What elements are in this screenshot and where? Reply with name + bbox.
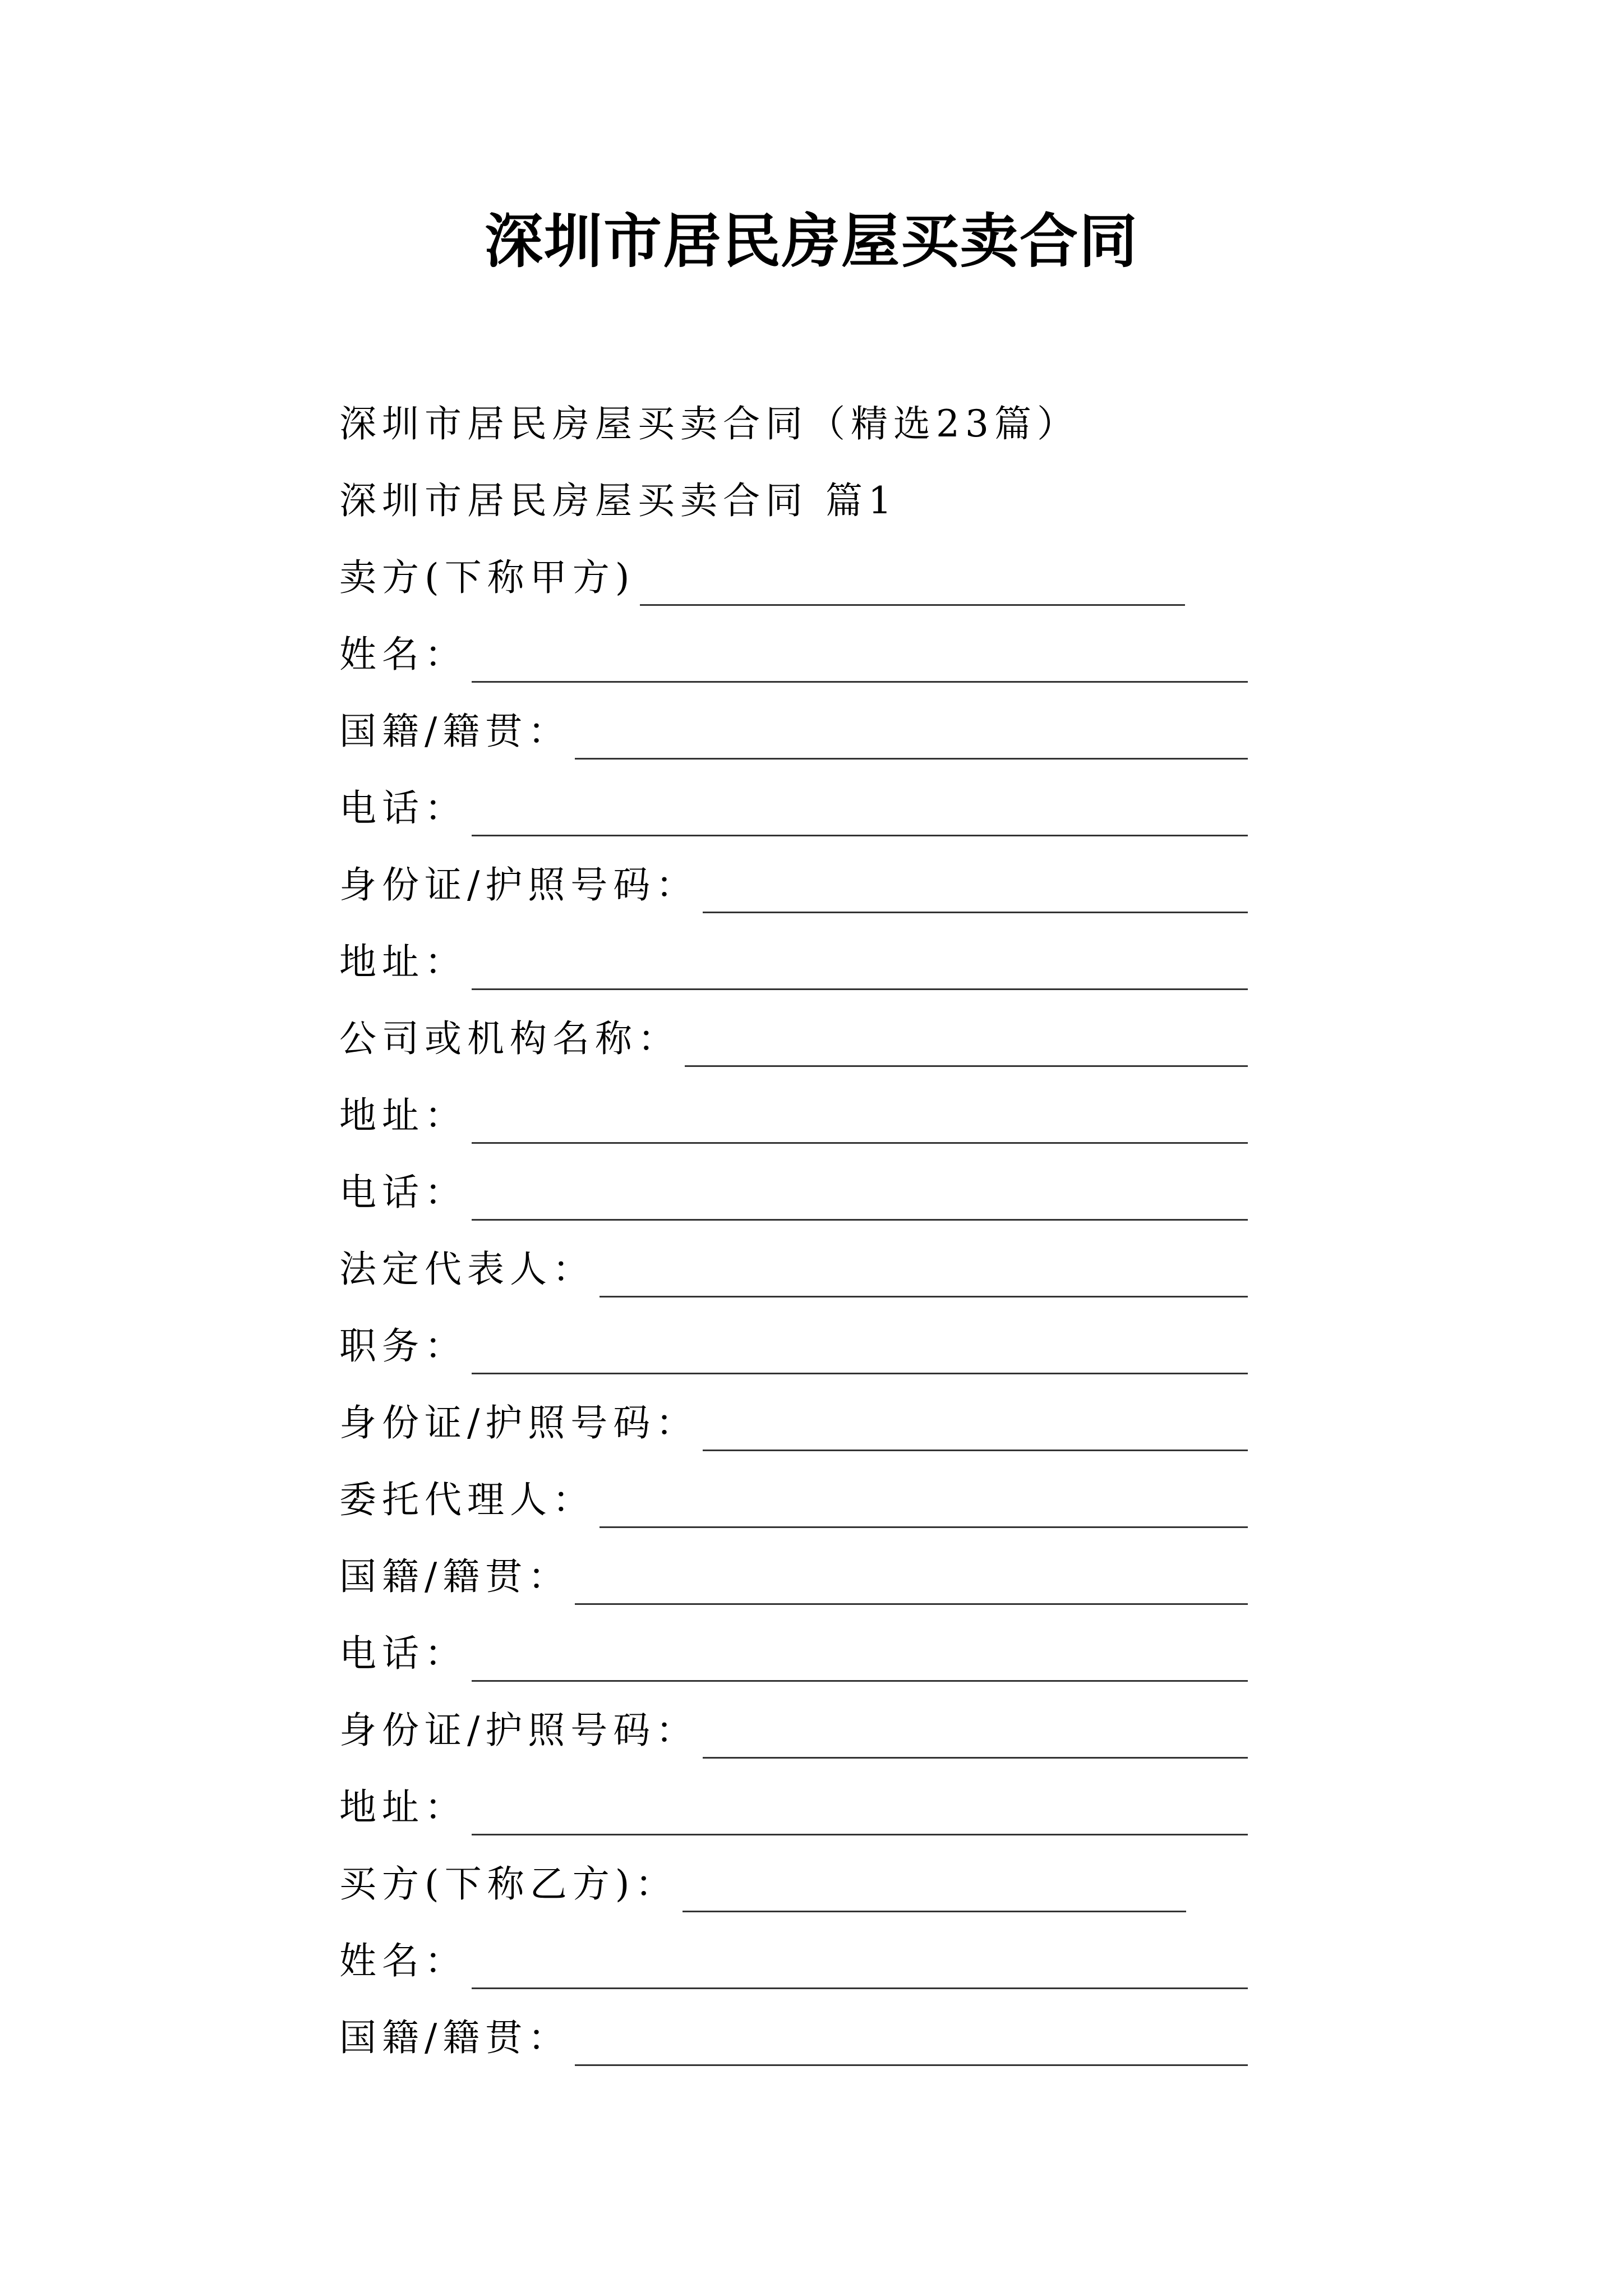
fill-in-blank [472,1373,1248,1374]
fill-in-blank [575,1603,1248,1605]
field-label: 姓名： [339,633,467,676]
field-label: 电话： [339,1632,467,1675]
field-seller-address [339,917,1248,993]
fill-in-blank [600,1296,1248,1297]
fill-in-blank [703,1450,1248,1451]
field-label: 国籍/籍贯： [339,710,571,753]
fill-in-blank [600,1526,1248,1528]
field-position [339,1301,1248,1378]
fill-in-blank [472,1142,1248,1144]
fill-in-blank [575,758,1248,760]
section-heading-line [339,455,1248,532]
field-label: 地址： [339,1094,467,1137]
document-title: 深圳市居民房屋买卖合同 [484,206,1138,275]
field-label: 身份证/护照号码： [339,863,699,907]
field-representative-id-number [339,1378,1248,1455]
subtitle-line [339,379,1248,455]
field-seller-phone [339,763,1248,840]
field-company-phone [339,1147,1248,1224]
field-label: 电话： [339,1171,467,1214]
field-buyer-name [339,1916,1248,1993]
field-label: 委托代理人： [339,1478,595,1521]
field-seller-name [339,609,1248,686]
field-label: 公司或机构名称： [339,1017,680,1060]
fill-in-blank [703,912,1248,913]
field-label: 身份证/护照号码： [339,1401,699,1444]
field-label: 买方(下称乙方)： [339,1862,678,1906]
field-agent-id-number [339,1685,1248,1762]
field-label: 身份证/护照号码： [339,1709,699,1752]
document-subtitle: 深圳市居民房屋买卖合同（精选23篇） [339,402,1080,445]
field-agent-phone [339,1608,1248,1685]
field-label: 地址： [339,940,467,983]
field-agent-address [339,1762,1248,1839]
field-legal-representative [339,1224,1248,1301]
fill-in-blank [685,1065,1248,1067]
field-company-name [339,993,1248,1070]
field-seller-nationality [339,686,1248,763]
fill-in-blank [472,835,1248,836]
field-label: 地址： [339,1786,467,1829]
field-company-address [339,1070,1248,1147]
fill-in-blank [683,1911,1186,1912]
field-label: 卖方(下称甲方) [339,556,635,599]
field-label: 姓名： [339,1939,467,1982]
field-label: 职务： [339,1324,467,1368]
fill-in-blank [575,2064,1248,2066]
fill-in-blank [640,604,1185,606]
field-label: 国籍/籍贯： [339,1555,571,1598]
fill-in-blank [472,1219,1248,1221]
field-label: 国籍/籍贯： [339,2016,571,2059]
fill-in-blank [472,1834,1248,1835]
fill-in-blank [472,1680,1248,1682]
fill-in-blank [472,1987,1248,1989]
field-buyer-nationality [339,1993,1248,2069]
field-agent [339,1455,1248,1531]
field-agent-nationality [339,1531,1248,1608]
field-seller [339,532,1248,609]
document-body [339,379,1248,2069]
field-seller-id-number [339,840,1248,917]
fill-in-blank [703,1757,1248,1759]
section-heading: 深圳市居民房屋买卖合同 篇1 [339,479,897,522]
field-label: 法定代表人： [339,1248,595,1291]
fill-in-blank [472,681,1248,683]
fill-in-blank [472,988,1248,990]
field-label: 电话： [339,786,467,830]
field-buyer [339,1839,1248,1916]
